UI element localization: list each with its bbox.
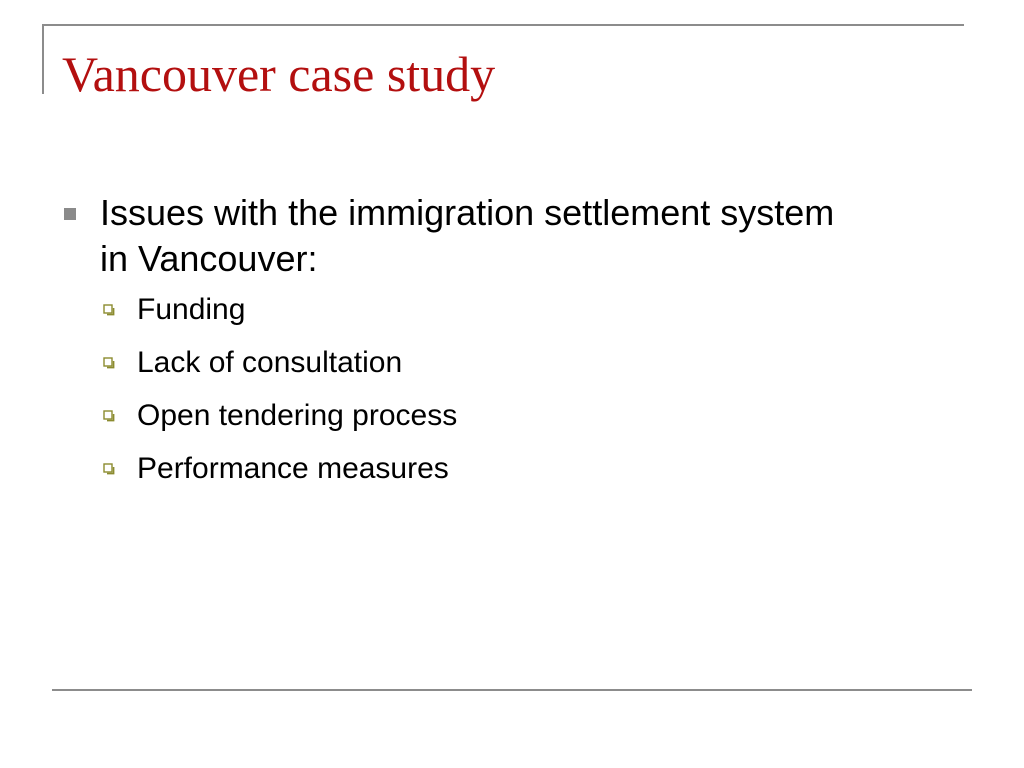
frame-bottom-rule (52, 689, 972, 691)
sub-bullet-text: Funding (137, 293, 246, 326)
main-bullet-item (62, 190, 862, 282)
slide-content (62, 190, 862, 502)
frame-left-rule (42, 24, 44, 94)
sub-bullet-text: Lack of consultation (137, 346, 403, 379)
square-bullet-icon (64, 208, 76, 220)
hollow-square-bullet-icon (103, 463, 115, 475)
hollow-square-bullet-icon (103, 410, 115, 422)
sub-bullet-text: Open tendering process (137, 399, 458, 432)
sub-bullet-item (62, 290, 862, 330)
sub-bullet-item (62, 343, 862, 383)
hollow-square-bullet-icon (103, 304, 115, 316)
sub-bullet-list (62, 290, 862, 489)
sub-bullet-text: Performance measures (137, 452, 449, 485)
slide-title: Vancouver case study (62, 46, 496, 102)
frame-top-rule (42, 24, 964, 26)
hollow-square-bullet-icon (103, 357, 115, 369)
sub-bullet-item (62, 449, 862, 489)
sub-bullet-item (62, 396, 862, 436)
main-bullet-text: Issues with the immigration settlement system in Vancouver: (100, 192, 835, 279)
